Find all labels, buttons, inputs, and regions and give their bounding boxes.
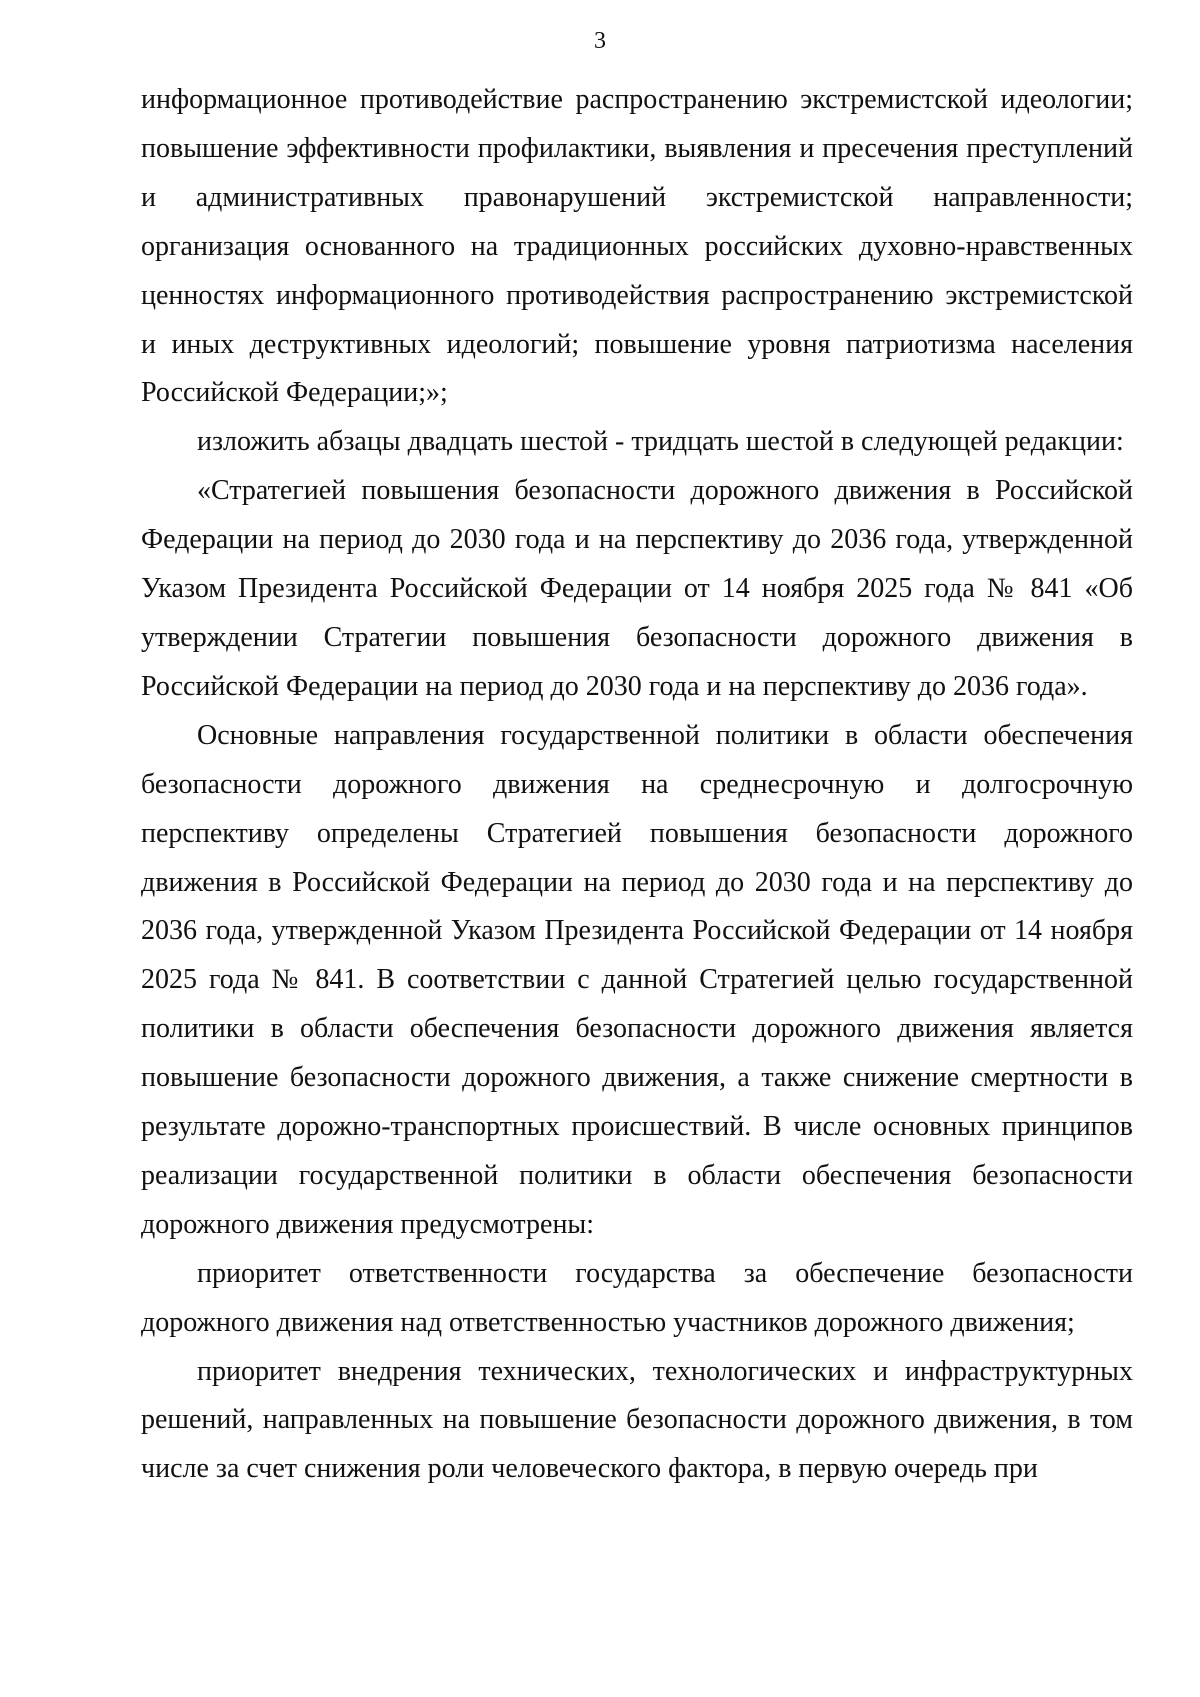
paragraph-4: Основные направления государственной политики в области обеспечения безопасности дорожного движения на среднесрочную и долгосрочную перспективу определены Стратегией повышения безопасности дорожного движения в Российской Федерации на период до 2030 года и на перспективу до 2036 года, утвержденной Указом Президента Российской Федерации от 14 ноября 2025 года № 841. В соответствии с данной Стратегией целью государственной политики в области обеспечения безопасности дорожного движения является повышение безопасности дорожного движения, а также снижение смертности в результате дорожно-транспортных происшествий. В числе основных принципов реализации государственной политики в области обеспечения безопасности дорожного движения предусмотрены: <box>141 719 1133 1240</box>
paragraph-1: информационное противодействие распространению экстремистской идеологии; повышение эффективности профилактики, выявления и пресечения преступлений и административных правонарушений экстремистской направленности; организация основанного на традиционных российских духовно-нравственных ценностях информационного противодействия распространению экстремистской и иных деструктивных идеологий; повышение уровня патриотизма населения Российской Федерации;»; <box>141 84 1133 409</box>
document-body <box>141 76 1133 1494</box>
paragraph-3: «Стратегией повышения безопасности дорожного движения в Российской Федерации на период до 2030 года и на перспективу до 2036 года, утвержденной Указом Президента Российской Федерации от 14 ноября 2025 года № 841 «Об утверждении Стратегии повышения безопасности дорожного движения в Российской Федерации на период до 2030 года и на перспективу до 2036 года». <box>141 475 1133 702</box>
page-number: 3 <box>594 28 606 54</box>
paragraph-5: приоритет ответственности государства за обеспечение безопасности дорожного движения над ответственностью участников дорожного движения; <box>141 1257 1133 1338</box>
paragraph-6: приоритет внедрения технических, технологических и инфраструктурных решений, направленных на повышение безопасности дорожного движения, в том числе за счет снижения роли человеческого фактора, в первую очередь при <box>141 1355 1133 1485</box>
paragraph-2: изложить абзацы двадцать шестой - тридцать шестой в следующей редакции: <box>197 426 1124 458</box>
